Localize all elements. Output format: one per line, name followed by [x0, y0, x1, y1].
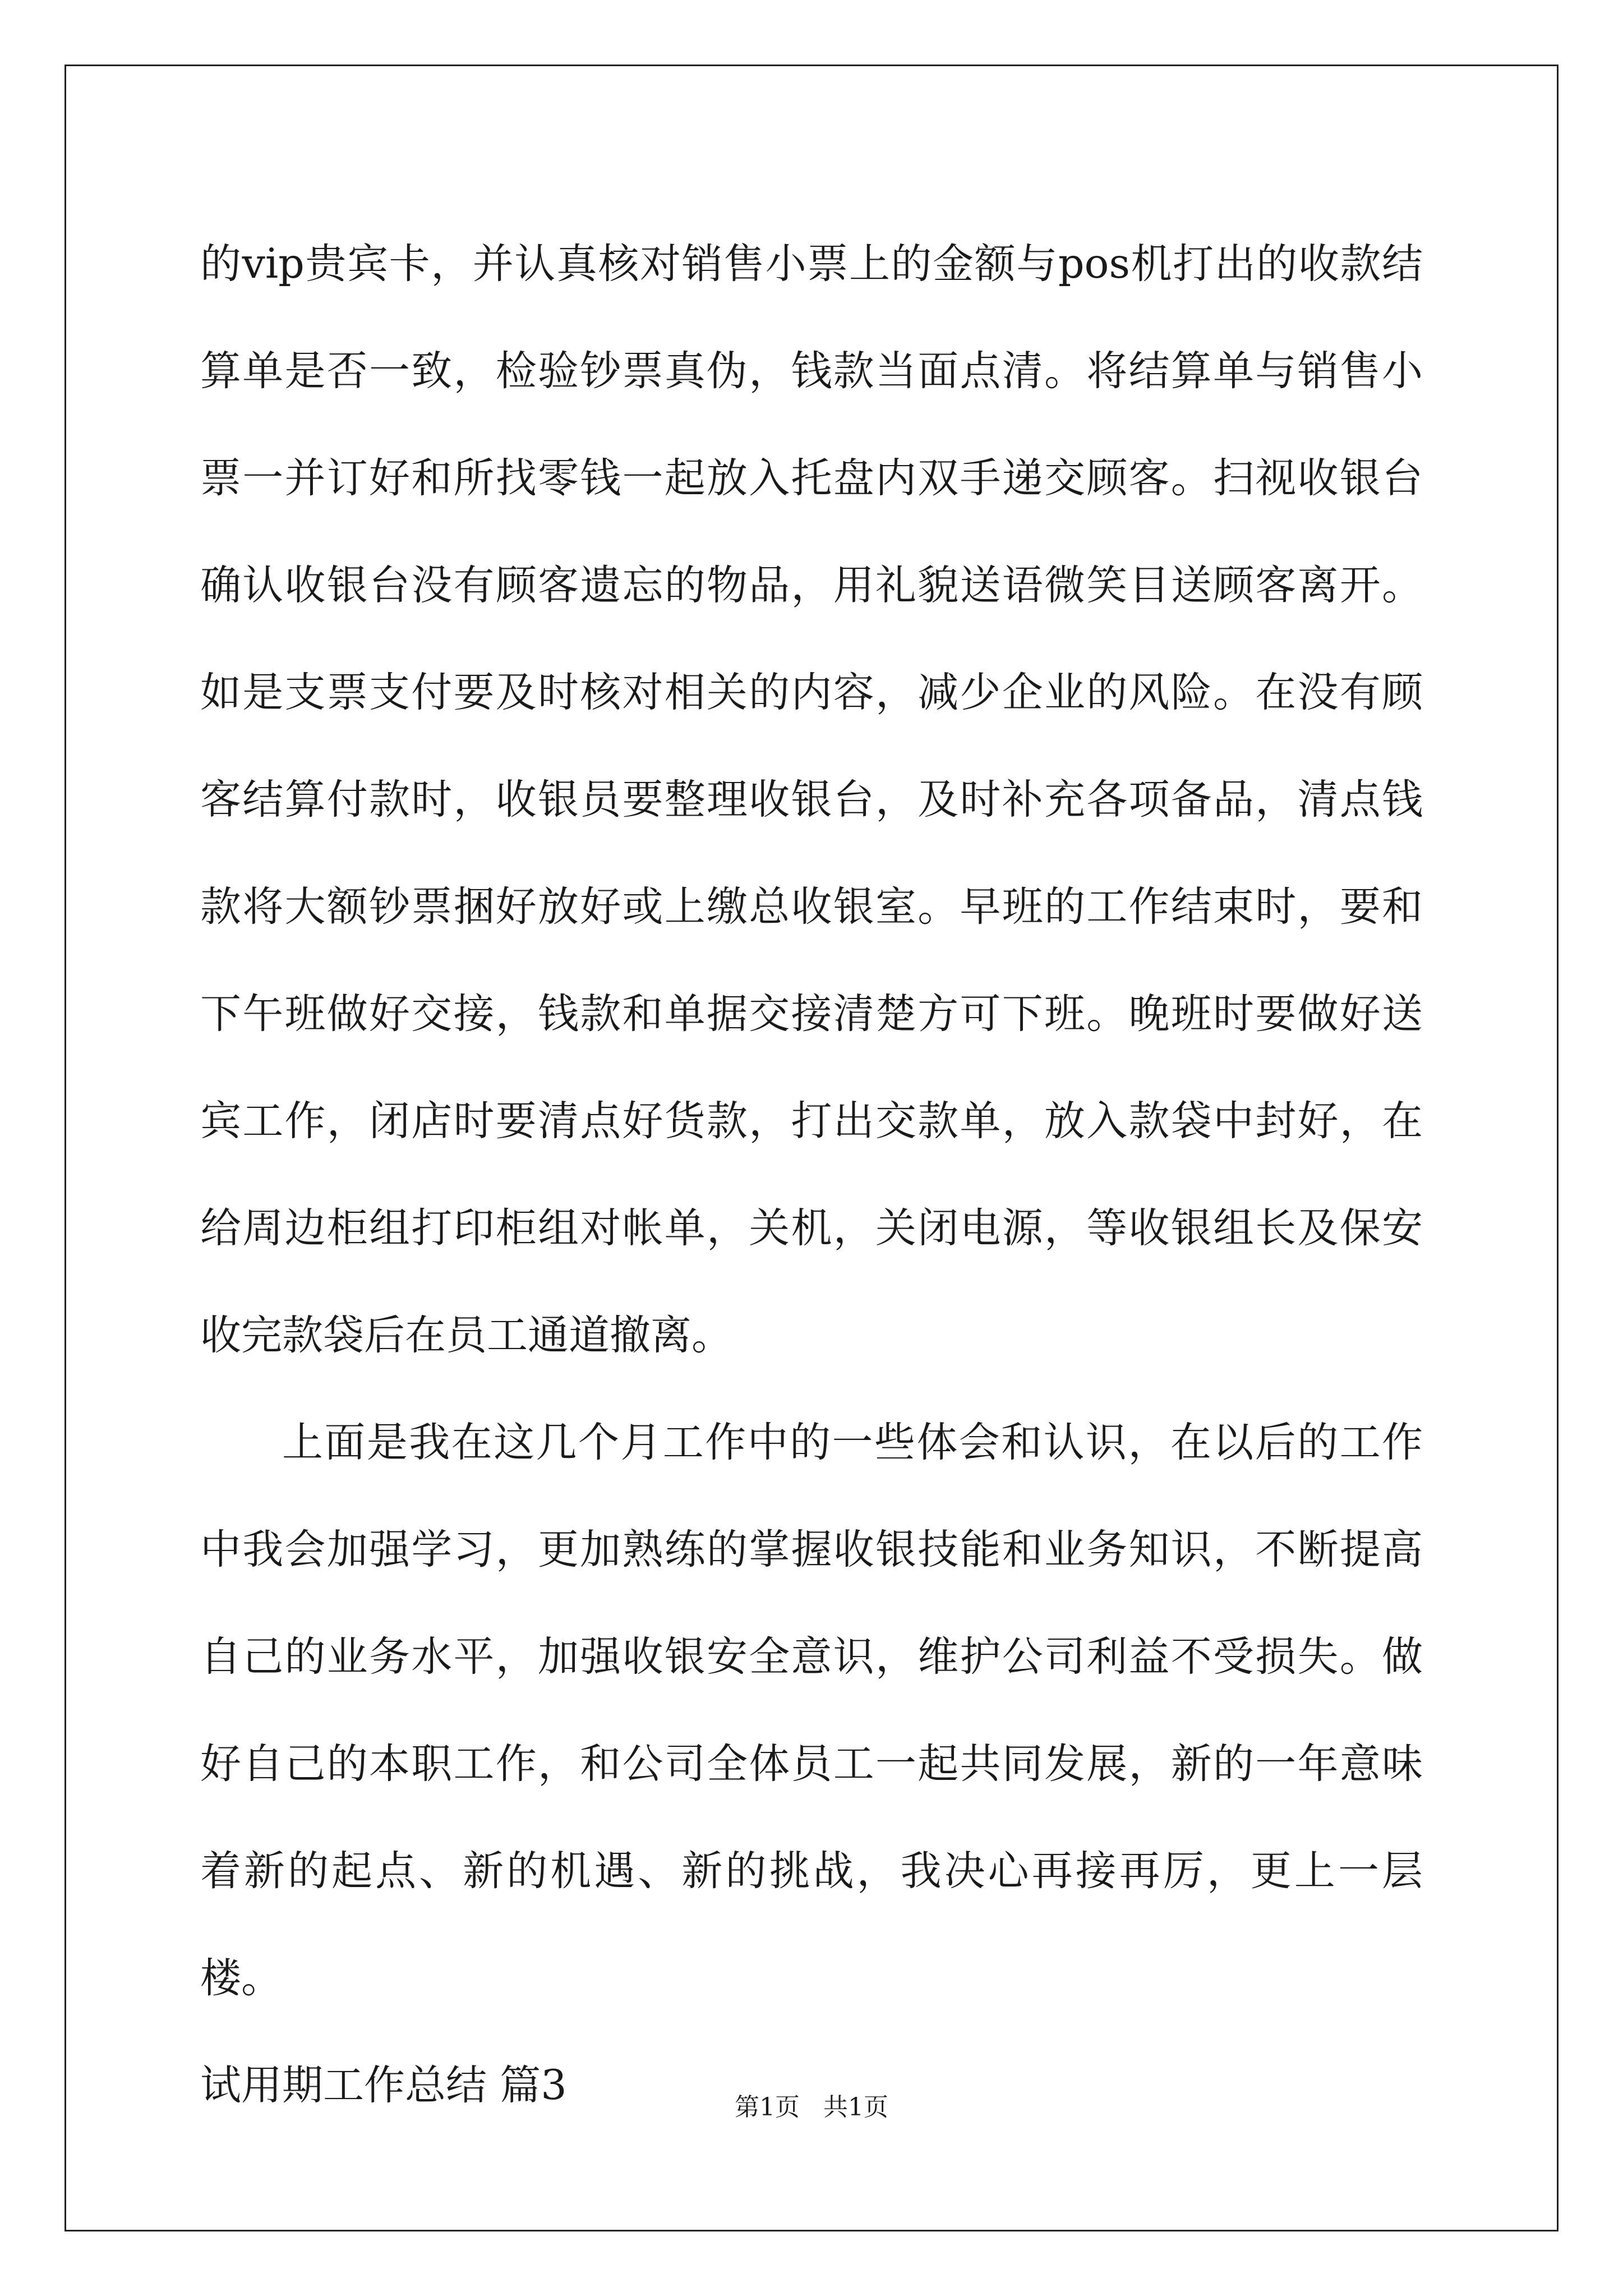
paragraph-summary: 上面是我在这几个月工作中的一些体会和认识，在以后的工作中我会加强学习，更加熟练的掌握收银技能和业务知识，不断提高自己的业务水平，加强收银安全意识，维护公司利益不受损失。做好自己的本职工作，和公司全体员工一起共同发展，新的一年意味着新的起点、新的机遇、新的挑战，我决心再接再厉，更上一层楼。: [200, 1419, 1423, 2002]
paragraph-cashier-procedure: 的vip贵宾卡，并认真核对销售小票上的金额与pos机打出的收款结算单是否一致，检验钞票真伪，钱款当面点清。将结算单与销售小票一并订好和所找零钱一起放入托盘内双手递交顾客。扫视收银台确认收银台没有顾客遗忘的物品，用礼貌送语微笑目送顾客离开。如是支票支付要及时核对相关的内容，减少企业的风险。在没有顾客结算付款时，收银员要整理收银台，及时补充各项备品，清点钱款将大额钞票捆好放好或上缴总收银室。早班的工作结束时，要和下午班做好交接，钱款和单据交接清楚方可下班。晚班时要做好送宾工作，闭店时要清点好货款，打出交款单，放入款袋中封好，在给周边柜组打印柜组对帐单，关机，关闭电源，等收银组长及保安收完款袋后在员工通道撤离。: [200, 240, 1423, 1359]
section-heading: 试用期工作总结 篇3: [200, 2062, 567, 2109]
document-body: [200, 210, 1423, 2139]
page-number-footer: 第1页 共1页: [735, 2093, 888, 2122]
